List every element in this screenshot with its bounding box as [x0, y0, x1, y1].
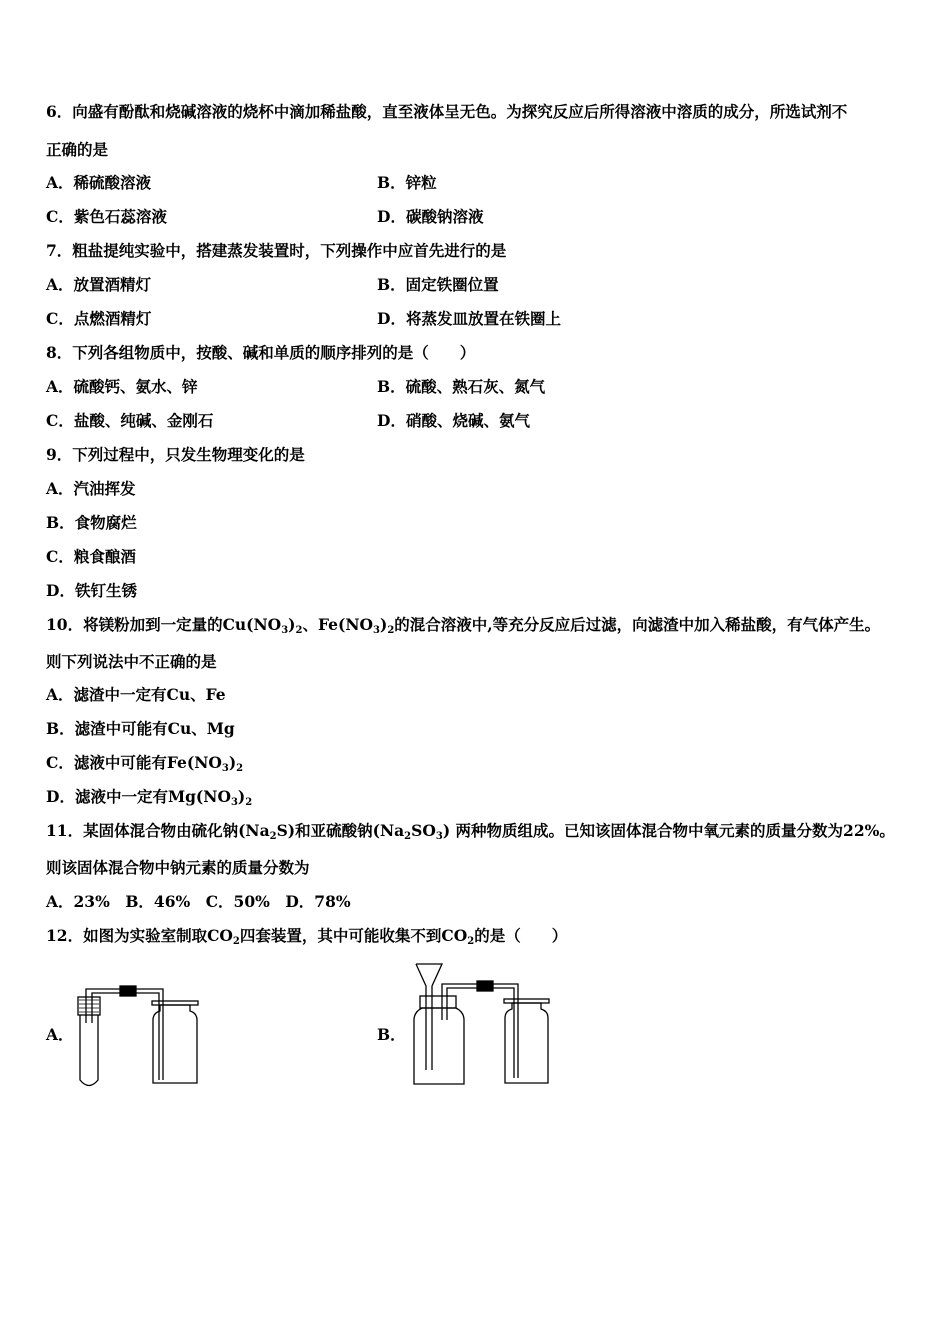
reaction-bottle: [414, 996, 464, 1084]
q9-option-b: B．食物腐烂: [46, 513, 137, 532]
q12-option-b-label: B．: [377, 1025, 406, 1044]
q6-option-c: C．紫色石蕊溶液: [46, 207, 167, 226]
q6-option-a: A．稀硫酸溶液: [46, 173, 152, 192]
apparatus-b-diagram: [402, 960, 562, 1095]
long-neck-funnel: [416, 964, 442, 1070]
q8-option-d: D．硝酸、烧碱、氨气: [377, 411, 530, 430]
q6-option-d: D．碳酸钠溶液: [377, 207, 484, 226]
q10-option-d: D．滤液中一定有$Mg(NO_3)_2$: [46, 787, 253, 808]
q8-option-c: C．盐酸、纯碱、金刚石: [46, 411, 214, 430]
q9-option-c: C．粮食酿酒: [46, 547, 136, 566]
q7-option-a: A．放置酒精灯: [46, 275, 152, 294]
q8-option-a: A．硫酸钙、氨水、锌: [46, 377, 198, 396]
q10-stem-line1: 10．将镁粉加到一定量的$Cu(NO_3)_2$、$Fe(NO_3)_2$的混合溶液中,等充分反应后过滤，向滤渣中加入稀盐酸，有气体产生。: [46, 615, 881, 636]
q12-option-a-label: A．: [46, 1025, 74, 1044]
q10-option-b: B．滤渣中可能有Cu、Mg: [46, 719, 235, 738]
q10-option-a: A．滤渣中一定有Cu、Fe: [46, 685, 226, 704]
q6-option-b: B．锌粒: [377, 173, 437, 192]
q7-stem: 7．粗盐提纯实验中，搭建蒸发装置时，下列操作中应首先进行的是: [46, 241, 507, 260]
q11-stem-line1: 11．某固体混合物由硫化钠$(Na_2S)$和亚硫酸钠$(Na_2SO_3)$ 两种物质组成。已知该固体混合物中氧元素的质量分数为22%。: [46, 821, 895, 842]
q6-stem-line2: 正确的是: [46, 140, 109, 159]
q7-option-b: B．固定铁圈位置: [377, 275, 499, 294]
apparatus-a-diagram: [60, 975, 210, 1095]
q7-option-c: C．点燃酒精灯: [46, 309, 152, 328]
q11-options: A．23% B．46% C．50% D．78%: [46, 892, 351, 911]
q9-stem: 9．下列过程中，只发生物理变化的是: [46, 445, 305, 464]
q9-option-d: D．铁钉生锈: [46, 581, 137, 600]
q11-stem-line2: 则该固体混合物中钠元素的质量分数为: [46, 858, 310, 877]
q8-option-b: B．硫酸、熟石灰、氮气: [377, 377, 546, 396]
q8-stem: 8．下列各组物质中，按酸、碱和单质的顺序排列的是（ ）: [46, 343, 476, 362]
test-tube: [78, 997, 100, 1086]
q10-stem-line2: 则下列说法中不正确的是: [46, 652, 217, 671]
q12-stem: 12．如图为实验室制取$CO_2$四套装置，其中可能收集不到$CO_2$的是（ ）: [46, 926, 568, 947]
q7-option-d: D．将蒸发皿放置在铁圈上: [377, 309, 561, 328]
q6-stem-line1: 6．向盛有酚酞和烧碱溶液的烧杯中滴加稀盐酸，直至液体呈无色。为探究反应后所得溶液中溶质的成分，所选试剂不: [46, 102, 848, 121]
q10-option-c: C．滤液中可能有$Fe(NO_3)_2$: [46, 753, 244, 774]
gas-collection-bottle: [504, 999, 549, 1083]
q9-option-a: A．汽油挥发: [46, 479, 136, 498]
